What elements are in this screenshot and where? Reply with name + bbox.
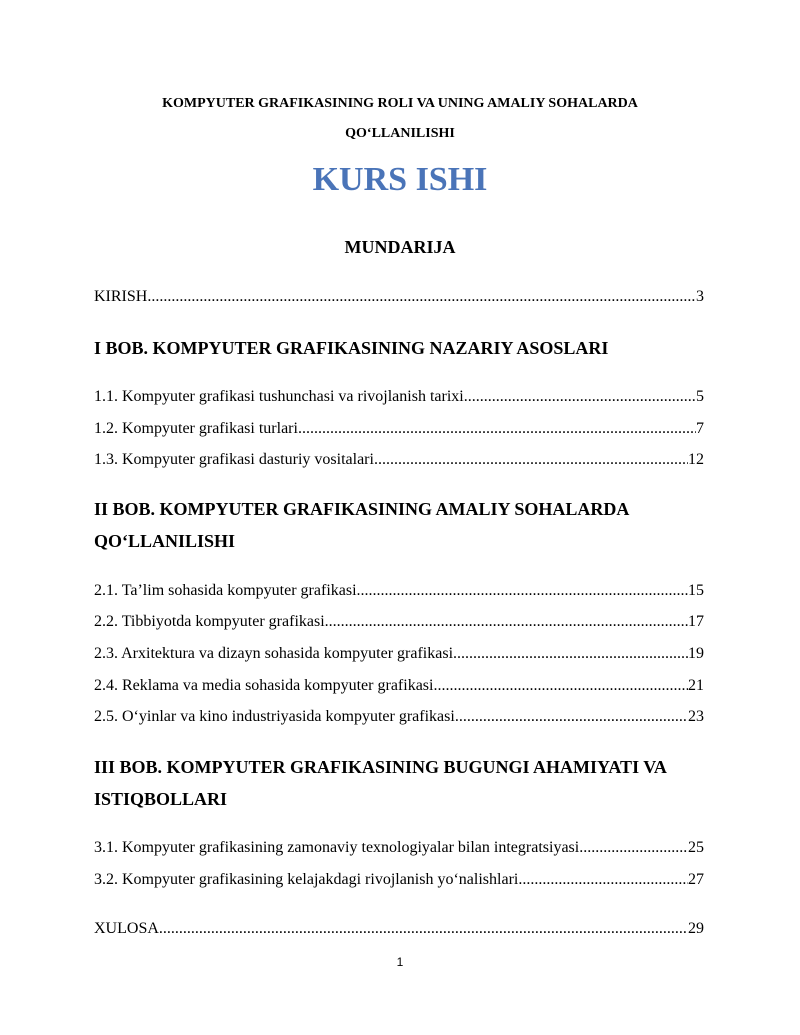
toc-dot-leader — [579, 837, 688, 859]
toc-dot-leader — [147, 286, 696, 308]
toc-entry-label: 2.2. Tibbiyotda kompyuter grafikasi — [94, 613, 325, 630]
toc-entry-page: 23 — [688, 708, 704, 725]
toc-entry-page: 25 — [688, 839, 704, 856]
toc-entry-2-3 — [94, 643, 704, 665]
kurs-ishi-title: KURS ISHI — [312, 161, 488, 198]
toc-entry-label: 3.2. Kompyuter grafikasining kelajakdagi rivojlanish yo‘nalishlari — [94, 871, 519, 888]
toc-entry-page: 12 — [688, 451, 704, 468]
toc-entry-1-1 — [94, 386, 704, 408]
toc-entry-1-3 — [94, 449, 704, 471]
chapter-2-title-line-1: II BOB. KOMPYUTER GRAFIKASINING AMALIY SOHALARDA — [94, 499, 630, 519]
toc-dot-leader — [325, 611, 688, 633]
toc-entry-page: 19 — [688, 645, 704, 662]
toc-entry-label: XULOSA — [94, 920, 159, 937]
toc-entry-label: 1.2. Kompyuter grafikasi turlari — [94, 420, 298, 437]
toc-entry-2-4 — [94, 675, 704, 697]
toc-dot-leader — [518, 869, 688, 891]
header-line-1: KOMPYUTER GRAFIKASINING ROLI VA UNING AMALIY SOHALARDA — [162, 96, 638, 111]
toc-entry-page: 3 — [696, 288, 704, 305]
toc-entry-page: 7 — [696, 420, 704, 437]
toc-entry-label: 1.1. Kompyuter grafikasi tushunchasi va rivojlanish tarixi — [94, 388, 464, 405]
toc-entry-label: 2.4. Reklama va media sohasida kompyuter grafikasi — [94, 677, 434, 694]
toc-entry-1-2 — [94, 418, 704, 440]
contents-heading: MUNDARIJA — [344, 237, 456, 257]
toc-dot-leader — [455, 706, 688, 728]
toc-entry-label: 2.5. O‘yinlar va kino industriyasida kompyuter grafikasi — [94, 708, 455, 725]
toc-entry-label: 1.3. Kompyuter grafikasi dasturiy vositalari — [94, 451, 374, 468]
page-number: 1 — [396, 955, 404, 969]
toc-entry-page: 15 — [688, 582, 704, 599]
toc-entry-conclusion — [94, 918, 704, 940]
chapter-3-title-line-1: III BOB. KOMPYUTER GRAFIKASINING BUGUNGI AHAMIYATI VA — [94, 757, 667, 777]
toc-entry-label: KIRISH — [94, 288, 148, 305]
toc-dot-leader — [357, 580, 688, 602]
chapter-3-title — [94, 751, 714, 815]
toc-entry-page: 27 — [688, 871, 704, 888]
toc-entry-label: 3.1. Kompyuter grafikasining zamonaviy texnologiyalar bilan integratsiyasi — [94, 839, 580, 856]
chapter-3-title-line-2: ISTIQBOLLARI — [94, 789, 228, 809]
toc-entry-page: 21 — [688, 677, 704, 694]
document-header — [0, 89, 800, 149]
toc-entry-3-2 — [94, 869, 704, 891]
toc-entry-label: 2.3. Arxitektura va dizayn sohasida kompyuter grafikasi — [94, 645, 454, 662]
chapter-2-title-line-2: QO‘LLANILISHI — [94, 531, 236, 551]
toc-entry-page: 17 — [688, 613, 704, 630]
toc-entry-label: 2.1. Ta’lim sohasida kompyuter grafikasi — [94, 582, 357, 599]
toc-dot-leader — [298, 418, 696, 440]
chapter-1-title: I BOB. KOMPYUTER GRAFIKASINING NAZARIY ASOSLARI — [94, 338, 609, 358]
toc-entry-2-5 — [94, 706, 704, 728]
toc-dot-leader — [433, 675, 688, 697]
toc-dot-leader — [453, 643, 688, 665]
header-line-2: QO‘LLANILISHI — [345, 126, 455, 141]
toc-dot-leader — [374, 449, 688, 471]
chapter-2-title — [94, 493, 714, 557]
toc-entry-2-2 — [94, 611, 704, 633]
toc-entry-2-1 — [94, 580, 704, 602]
toc-entry-3-1 — [94, 837, 704, 859]
toc-entry-page: 5 — [696, 388, 704, 405]
toc-dot-leader — [464, 386, 696, 408]
toc-entry-intro — [94, 286, 704, 308]
toc-dot-leader — [159, 918, 688, 940]
toc-entry-page: 29 — [688, 920, 704, 937]
